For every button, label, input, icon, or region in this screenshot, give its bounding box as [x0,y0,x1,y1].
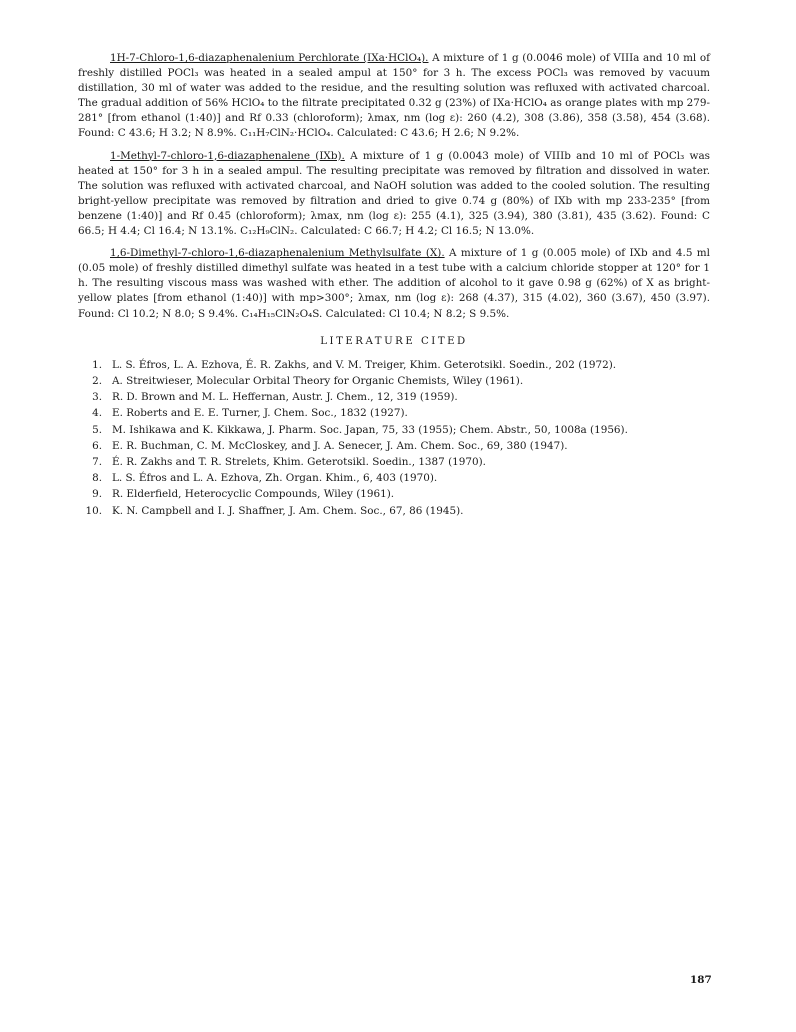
reference-number: 7. [92,455,102,468]
reference-number: 4. [92,407,102,420]
reference-item [78,373,710,389]
reference-item [78,405,710,421]
reference-number: 9. [92,488,102,501]
reference-item [78,422,710,438]
reference-text: L. S. Éfros and L. A. Ezhova, Zh. Organ. Khim., 6, 403 (1970). [112,472,438,485]
literature-cited-heading: LITERATURE CITED [320,335,468,347]
page-number: 187 [690,974,712,986]
experimental-paragraph-ixb [78,149,710,240]
reference-number: 6. [92,439,102,452]
reference-item [78,357,710,373]
compound-title: 1-Methyl-7-chloro-1,6-diazaphenalene (IXb). [110,149,345,162]
reference-item [78,389,710,405]
reference-item [78,438,710,454]
paragraph-body: A mixture of 1 g (0.005 mole) of IXb and 4.5 ml (0.05 mole) of freshly distilled dimethyl sulfate was heated in a test tube with a calcium chloride stopper at 120° for 1 h. The resulting viscous mass was washed with ether. The addition of alcohol to it gave 0.98 g (62%) of X as bright-yellow plates [from ethanol (1:40)] with mp>300°; λmax, nm (log ε): 268 (4.37), 315 (4.02), 360 (3.67), 450 (3.97). Found: Cl 10.2; N 8.0; S 9.4%. C₁₄H₁₅ClN₂O₄S. Calculated: Cl 10.4; N 8.2; S 9.5%. [78,247,710,320]
reference-text: K. N. Campbell and I. J. Shaffner, J. Am. Chem. Soc., 67, 86 (1945). [112,504,464,517]
reference-text: R. Elderfield, Heterocyclic Compounds, Wiley (1961). [112,488,395,501]
reference-item [78,486,710,502]
reference-number: 8. [92,472,102,485]
experimental-paragraph-x [78,246,710,321]
reference-text: M. Ishikawa and K. Kikkawa, J. Pharm. Soc. Japan, 75, 33 (1955); Chem. Abstr., 50, 1008a (1956). [112,423,628,436]
reference-number: 3. [92,391,102,404]
reference-number: 1. [92,358,102,371]
page-content [78,51,710,519]
compound-title: 1H-7-Chloro-1,6-diazaphenalenium Perchlorate (IXa·HClO₄). [110,52,429,64]
reference-text: L. S. Éfros, L. A. Ezhova, É. R. Zakhs, and V. M. Treiger, Khim. Geterotsikl. Soedin., 202 (1972). [112,358,617,371]
reference-text: E. Roberts and E. E. Turner, J. Chem. Soc., 1832 (1927). [112,407,408,420]
reference-text: R. D. Brown and M. L. Heffernan, Austr. J. Chem., 12, 319 (1959). [112,391,458,404]
reference-item [78,470,710,486]
reference-text: E. R. Buchman, C. M. McCloskey, and J. A. Senecer, J. Am. Chem. Soc., 69, 380 (1947). [112,439,568,452]
reference-number: 10. [85,504,102,517]
reference-text: É. R. Zakhs and T. R. Strelets, Khim. Geterotsikl. Soedin., 1387 (1970). [112,455,486,468]
experimental-paragraph-ixa [78,51,710,142]
reference-item [78,454,710,470]
reference-item [78,503,710,519]
paragraph-body: A mixture of 1 g (0.0043 mole) of VIIIb and 10 ml of POCl₃ was heated at 150° for 3 h in a sealed ampul. The resulting precipitate was removed by filtration and dissolved in water. The solution was refluxed with activated charcoal, and NaOH solution was added to the cooled solution. The resulting bright-yellow precipitate was removed by filtration and dried to give 0.74 g (80%) of IXb with mp 233-235° [from benzene (1:40)] and Rf 0.45 (chloroform); λmax, nm (log ε): 255 (4.1), 325 (3.94), 380 (3.81), 435 (3.62). Found: C 66.5; H 4.4; Cl 16.4; N 13.1%. C₁₂H₉ClN₂. Calculated: C 66.7; H 4.2; Cl 16.5; N 13.0%. [78,149,710,238]
reference-list [78,357,710,519]
reference-number: 2. [92,374,102,387]
reference-number: 5. [92,423,102,436]
paragraph-body: A mixture of 1 g (0.0046 mole) of VIIIa and 10 ml of freshly distilled POCl₃ was heated in a sealed ampul at 150° for 3 h. The excess POCl₃ was removed by vacuum distillation, 30 ml of water was added to the residue, and the resulting solution was refluxed with activated charcoal. The gradual addition of 56% HClO₄ to the filtrate precipitated 0.32 g (23%) of IXa·HClO₄ as orange plates with mp 279-281° [from ethanol (1:40)] and Rf 0.33 (chloroform); λmax, nm (log ε): 260 (4.2), 308 (3.86), 358 (3.58), 454 (3.68). Found: C 43.6; H 3.2; N 8.9%. C₁₁H₇ClN₂·HClO₄. Calculated: C 43.6; H 2.6; N 9.2%. [78,52,711,140]
reference-text: A. Streitwieser, Molecular Orbital Theory for Organic Chemists, Wiley (1961). [112,374,524,387]
compound-title: 1,6-Dimethyl-7-chloro-1,6-diazaphenalenium Methylsulfate (X). [110,247,445,260]
